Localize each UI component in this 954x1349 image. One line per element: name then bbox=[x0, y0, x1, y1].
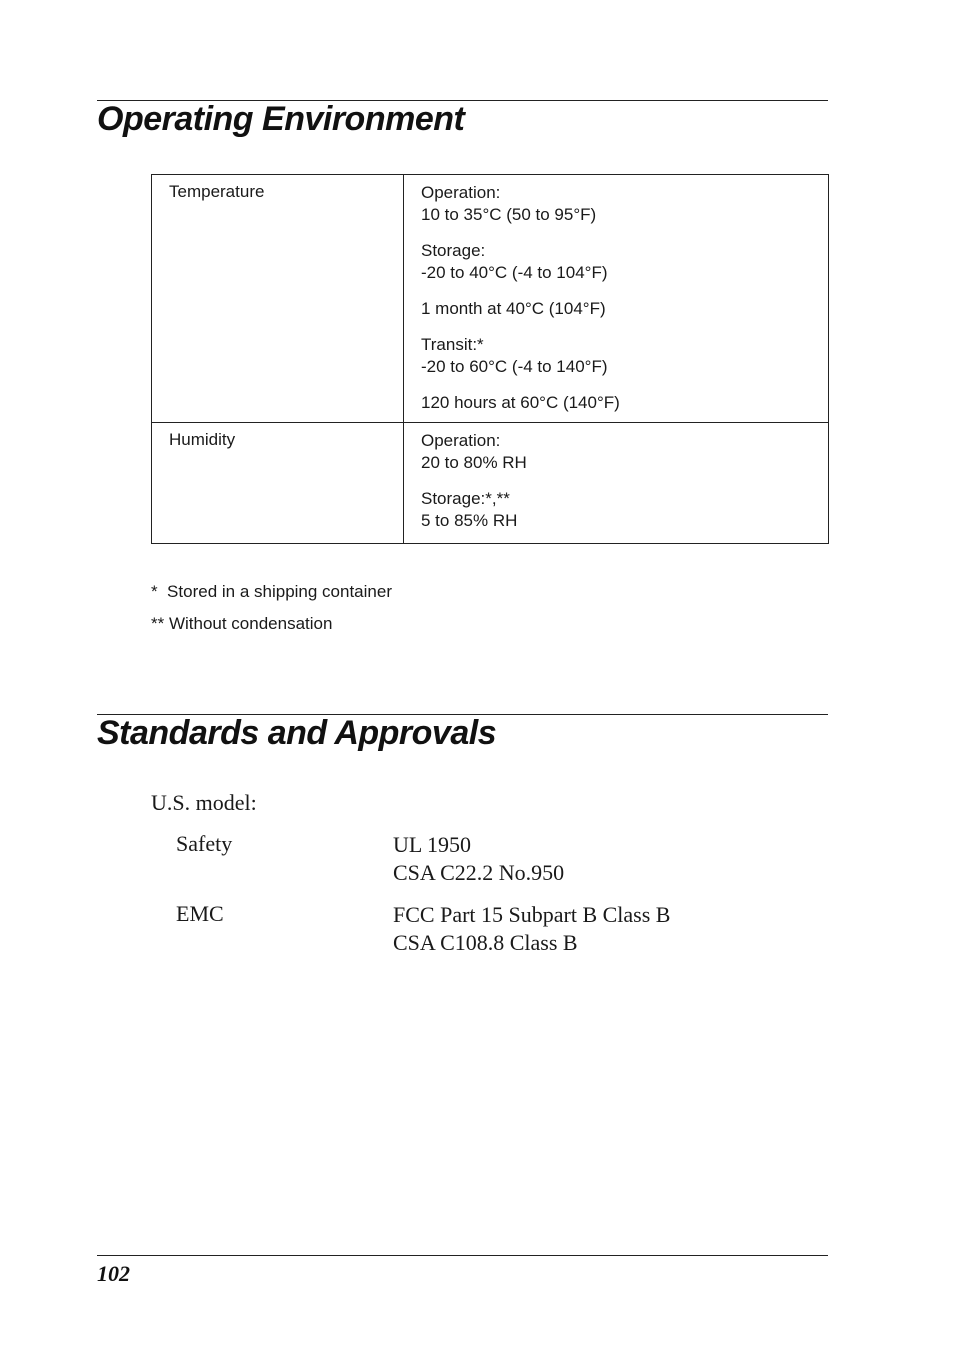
row-values-humidity bbox=[404, 423, 829, 544]
standard-name-safety: Safety bbox=[176, 831, 233, 856]
standard-values-emc bbox=[393, 901, 670, 957]
us-model-label: U.S. model: bbox=[151, 790, 257, 815]
humidity-operation-value: 20 to 80% RH bbox=[421, 453, 527, 472]
safety-value-ul: UL 1950 bbox=[393, 832, 472, 857]
section-title-operating-environment: Operating Environment bbox=[97, 100, 465, 138]
temperature-operation-label: Operation: bbox=[421, 183, 501, 202]
temperature-transit bbox=[421, 334, 812, 378]
humidity-storage bbox=[421, 488, 812, 532]
temperature-storage-value: -20 to 40°C (-4 to 104°F) bbox=[421, 263, 608, 282]
footer-rule bbox=[97, 1255, 828, 1256]
humidity-operation-label: Operation: bbox=[421, 431, 501, 450]
table-row-humidity bbox=[152, 423, 829, 544]
table-row-temperature bbox=[152, 175, 829, 423]
temperature-transit-hours bbox=[421, 392, 812, 414]
row-label-temperature: Temperature bbox=[152, 175, 404, 423]
temperature-storage-month-value: 1 month at 40°C (104°F) bbox=[421, 299, 606, 318]
footnote-condensation: ** Without condensation bbox=[151, 614, 333, 633]
footnote-shipping-container: * Stored in a shipping container bbox=[151, 582, 392, 601]
temperature-transit-value: -20 to 60°C (-4 to 140°F) bbox=[421, 357, 608, 376]
row-values-temperature bbox=[404, 175, 829, 423]
environment-table bbox=[151, 174, 829, 544]
temperature-storage-month bbox=[421, 298, 812, 320]
row-label-humidity: Humidity bbox=[152, 423, 404, 544]
temperature-transit-hours-value: 120 hours at 60°C (140°F) bbox=[421, 393, 620, 412]
standard-name-emc: EMC bbox=[176, 901, 224, 926]
humidity-operation bbox=[421, 430, 812, 474]
temperature-operation bbox=[421, 182, 812, 226]
safety-value-csa: CSA C22.2 No.950 bbox=[393, 860, 565, 885]
humidity-storage-label: Storage:*,** bbox=[421, 489, 510, 508]
standard-values-safety bbox=[393, 831, 564, 887]
temperature-storage bbox=[421, 240, 812, 284]
emc-value-fcc: FCC Part 15 Subpart B Class B bbox=[393, 902, 671, 927]
humidity-storage-value: 5 to 85% RH bbox=[421, 511, 518, 530]
temperature-storage-label: Storage: bbox=[421, 241, 486, 260]
temperature-operation-value: 10 to 35°C (50 to 95°F) bbox=[421, 205, 597, 224]
temperature-transit-label: Transit:* bbox=[421, 335, 484, 354]
section-title-standards-approvals: Standards and Approvals bbox=[97, 714, 497, 752]
emc-value-csa: CSA C108.8 Class B bbox=[393, 930, 578, 955]
page-number: 102 bbox=[97, 1261, 130, 1286]
